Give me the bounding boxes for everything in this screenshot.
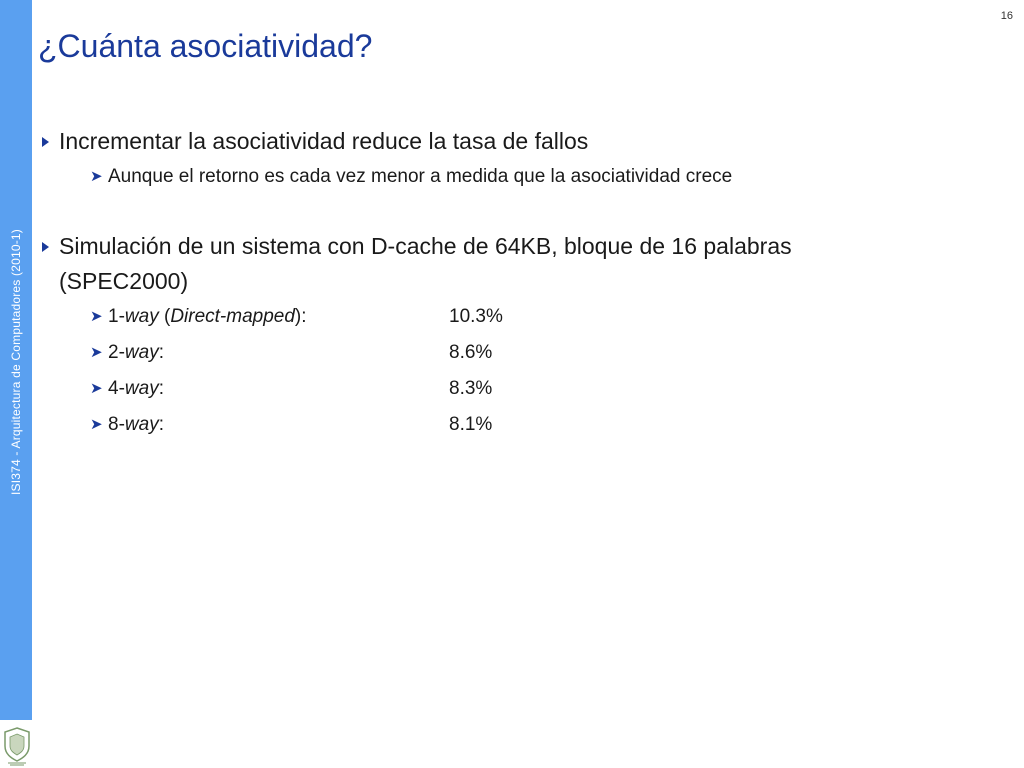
- slide-title: ¿Cuánta asociatividad?: [38, 28, 373, 64]
- sidebar-band: [0, 0, 32, 720]
- row-num: 4-: [108, 378, 125, 399]
- slide-content: [40, 124, 920, 443]
- bullet-simulation: [40, 229, 920, 299]
- miss-rate-row-8way: [40, 407, 920, 443]
- chevron-bullet-icon: ➤: [90, 416, 103, 433]
- bullet-associativity: [40, 124, 920, 159]
- row-way: way: [124, 342, 159, 363]
- row-num: 1-: [108, 306, 125, 327]
- sidebar-course-label: ISI374 - Arquitectura de Computadores (2010-1): [9, 228, 23, 496]
- miss-rate-value: 8.6%: [449, 342, 493, 363]
- miss-rate-row-2way: [40, 335, 920, 371]
- bullet-text: Incrementar la asociatividad reduce la tasa de fallos: [59, 128, 589, 154]
- row-extra: Direct-mapped: [170, 306, 295, 327]
- page-number: 16: [1000, 10, 1013, 22]
- row-num: 2-: [108, 342, 125, 363]
- chevron-bullet-icon: ➤: [90, 344, 103, 361]
- sub-bullet-text: Aunque el retorno es cada vez menor a medida que la asociatividad crece: [108, 166, 733, 187]
- miss-rate-row-1way: [40, 299, 920, 335]
- chevron-bullet-icon: ➤: [90, 308, 103, 325]
- miss-rate-value: 8.3%: [449, 378, 493, 399]
- row-colon: :: [158, 378, 164, 399]
- university-logo-icon: [2, 726, 32, 766]
- chevron-bullet-icon: ➤: [90, 380, 103, 397]
- chevron-bullet-icon: ➤: [90, 168, 103, 185]
- row-paren-close: ):: [294, 306, 307, 327]
- row-colon: :: [158, 414, 164, 435]
- triangle-bullet-icon: [42, 242, 49, 252]
- row-colon: :: [158, 342, 164, 363]
- row-way: way: [124, 378, 159, 399]
- miss-rate-row-4way: [40, 371, 920, 407]
- row-paren-open: (: [158, 306, 171, 327]
- bullet-text-line1: Simulación de un sistema con D-cache de 64KB, bloque de 16 palabras: [59, 233, 792, 259]
- bullet-text-line2: (SPEC2000): [59, 268, 189, 294]
- row-way: way: [124, 306, 159, 327]
- sub-bullet-diminishing-returns: [40, 159, 920, 195]
- miss-rate-value: 10.3%: [449, 306, 503, 327]
- triangle-bullet-icon: [42, 137, 49, 147]
- miss-rate-value: 8.1%: [449, 414, 493, 435]
- row-num: 8-: [108, 414, 125, 435]
- row-way: way: [124, 414, 159, 435]
- bullet-spacer: [40, 195, 920, 229]
